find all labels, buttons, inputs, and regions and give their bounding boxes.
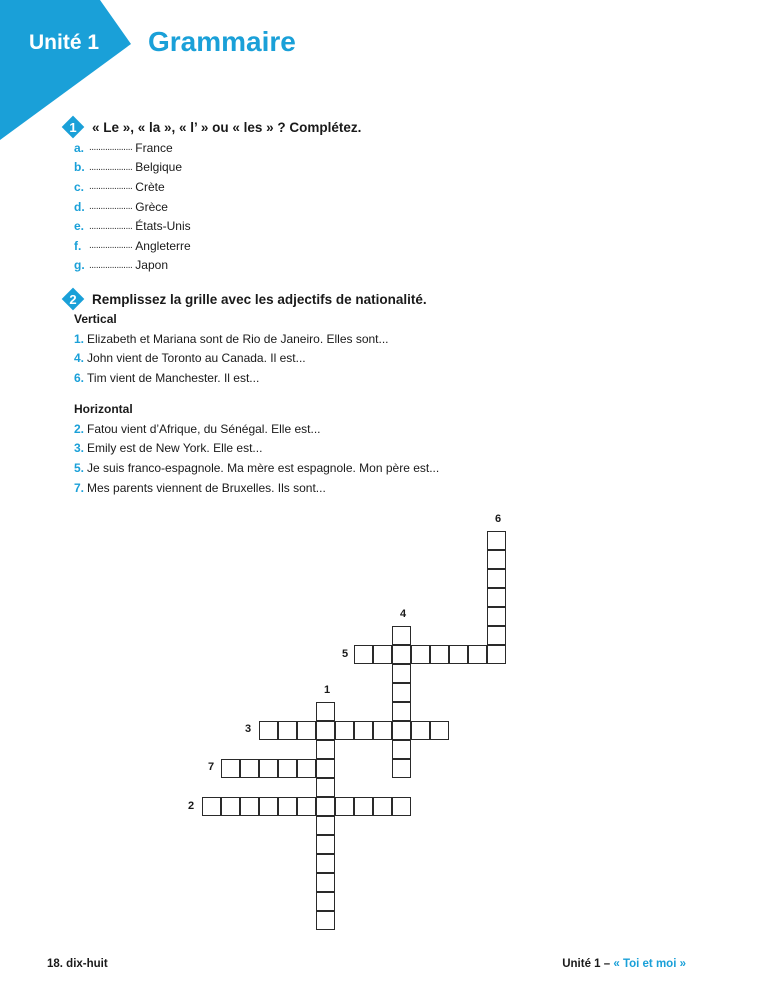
- grid-number-4: 4: [399, 608, 407, 620]
- crossword-cell[interactable]: [316, 721, 335, 740]
- clue-item: 4. John vient de Toronto au Canada. Il est...: [74, 351, 306, 366]
- crossword-cell[interactable]: [430, 721, 449, 740]
- crossword-cell[interactable]: [240, 759, 259, 778]
- crossword-cell[interactable]: [487, 645, 506, 664]
- crossword-cell[interactable]: [297, 721, 316, 740]
- crossword-cell[interactable]: [487, 607, 506, 626]
- crossword-cell[interactable]: [373, 797, 392, 816]
- crossword-cell[interactable]: [316, 759, 335, 778]
- crossword-cell[interactable]: [392, 797, 411, 816]
- blank-field[interactable]: ...................: [89, 181, 133, 193]
- crossword-cell[interactable]: [392, 626, 411, 645]
- crossword-cell[interactable]: [335, 721, 354, 740]
- crossword-cell[interactable]: [354, 721, 373, 740]
- crossword-cell[interactable]: [278, 797, 297, 816]
- crossword-cell[interactable]: [259, 721, 278, 740]
- blank-field[interactable]: ...................: [89, 240, 133, 252]
- grid-number-6: 6: [494, 513, 502, 525]
- list-item: e. ................... États-Unis: [74, 219, 191, 234]
- crossword-cell[interactable]: [316, 740, 335, 759]
- crossword-cell[interactable]: [487, 626, 506, 645]
- crossword-cell[interactable]: [316, 778, 335, 797]
- crossword-cell[interactable]: [221, 797, 240, 816]
- crossword-cell[interactable]: [487, 569, 506, 588]
- footer-unit: Unité 1 – « Toi et moi »: [562, 958, 686, 970]
- list-item: b. ................... Belgique: [74, 160, 183, 175]
- crossword-cell[interactable]: [392, 740, 411, 759]
- blank-field[interactable]: ...................: [89, 142, 133, 154]
- vertical-clues: [74, 329, 389, 388]
- crossword-cell[interactable]: [316, 816, 335, 835]
- exercise-1-header: [62, 116, 361, 138]
- page-number: 18. dix-huit: [47, 958, 108, 970]
- exercise-1-instruction: « Le », « la », « l’ » ou « les » ? Complétez.: [92, 119, 362, 135]
- crossword-cell[interactable]: [392, 683, 411, 702]
- blank-field[interactable]: ...................: [89, 220, 133, 232]
- crossword-cell[interactable]: [316, 854, 335, 873]
- crossword-cell[interactable]: [278, 759, 297, 778]
- crossword-cell[interactable]: [487, 588, 506, 607]
- grid-number-7: 7: [207, 761, 215, 773]
- grid-number-5: 5: [341, 648, 349, 660]
- crossword-cell[interactable]: [240, 797, 259, 816]
- crossword-cell[interactable]: [202, 797, 221, 816]
- horizontal-heading: Horizontal: [74, 402, 133, 416]
- crossword-cell[interactable]: [316, 702, 335, 721]
- exercise-2-header: [62, 288, 427, 310]
- crossword-cell[interactable]: [354, 645, 373, 664]
- crossword-cell[interactable]: [392, 645, 411, 664]
- list-item: d. ................... Grèce: [74, 199, 168, 214]
- crossword-cell[interactable]: [373, 645, 392, 664]
- unit-label: Unité 1: [29, 31, 100, 54]
- exercise-number-badge: 1: [62, 116, 84, 138]
- exercise-2-instruction: Remplissez la grille avec les adjectifs de nationalité.: [92, 291, 427, 307]
- clue-item: 5. Je suis franco-espagnole. Ma mère est espagnole. Mon père est...: [74, 460, 440, 475]
- grid-number-1: 1: [323, 684, 331, 696]
- blank-field[interactable]: ...................: [89, 161, 133, 173]
- clue-item: 1. Elizabeth et Mariana sont de Rio de Janeiro. Elles sont...: [74, 331, 389, 346]
- clue-item: 3. Emily est de New York. Elle est...: [74, 441, 263, 456]
- crossword-cell[interactable]: [392, 759, 411, 778]
- crossword-cell[interactable]: [430, 645, 449, 664]
- crossword-cell[interactable]: [278, 721, 297, 740]
- list-item: c. ................... Crète: [74, 179, 165, 194]
- clue-item: 2. Fatou vient d’Afrique, du Sénégal. Elle est...: [74, 421, 321, 436]
- crossword-cell[interactable]: [487, 531, 506, 550]
- list-item: g. ................... Japon: [74, 258, 168, 273]
- clue-item: 6. Tim vient de Manchester. Il est...: [74, 370, 260, 385]
- blank-field[interactable]: ...................: [89, 259, 133, 271]
- crossword-cell[interactable]: [449, 645, 468, 664]
- grid-number-2: 2: [187, 800, 195, 812]
- crossword-cell[interactable]: [316, 835, 335, 854]
- crossword-cell[interactable]: [411, 721, 430, 740]
- horizontal-clues: [74, 419, 439, 497]
- crossword-cell[interactable]: [221, 759, 240, 778]
- grid-number-3: 3: [244, 723, 252, 735]
- blank-field[interactable]: ...................: [89, 201, 133, 213]
- crossword-cell[interactable]: [373, 721, 392, 740]
- list-item: a. ................... France: [74, 140, 173, 155]
- crossword-cell[interactable]: [392, 664, 411, 683]
- exercise-1-list: [74, 138, 191, 275]
- crossword-cell[interactable]: [297, 759, 316, 778]
- crossword-cell[interactable]: [259, 797, 278, 816]
- page-title: Grammaire: [148, 26, 296, 57]
- crossword-cell[interactable]: [316, 911, 335, 930]
- crossword-cell[interactable]: [316, 892, 335, 911]
- crossword-cell[interactable]: [392, 702, 411, 721]
- crossword-cell[interactable]: [411, 645, 430, 664]
- crossword-cell[interactable]: [316, 873, 335, 892]
- crossword-cell[interactable]: [487, 550, 506, 569]
- crossword-cell[interactable]: [335, 797, 354, 816]
- clue-item: 7. Mes parents viennent de Bruxelles. Ils sont...: [74, 480, 326, 495]
- list-item: f. ................... Angleterre: [74, 238, 191, 253]
- crossword-cell[interactable]: [316, 797, 335, 816]
- crossword-cell[interactable]: [297, 797, 316, 816]
- vertical-heading: Vertical: [74, 312, 117, 326]
- crossword-cell[interactable]: [392, 721, 411, 740]
- crossword-cell[interactable]: [468, 645, 487, 664]
- exercise-number-badge: 2: [62, 288, 84, 310]
- crossword-cell[interactable]: [354, 797, 373, 816]
- crossword-cell[interactable]: [259, 759, 278, 778]
